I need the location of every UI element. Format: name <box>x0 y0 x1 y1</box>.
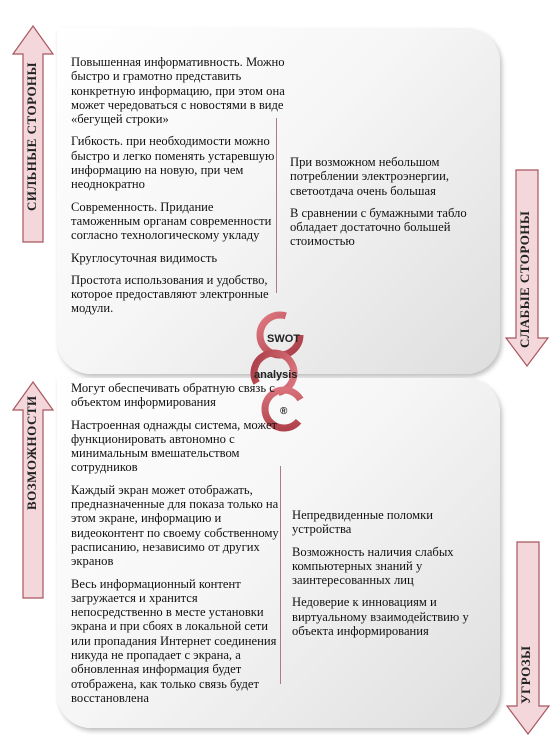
strengths-label: СИЛЬНЫЕ СТОРОНЫ <box>24 62 39 212</box>
weaknesses-list <box>290 155 482 257</box>
opportunity-item: Каждый экран может отображать, предназначенные для показа только на этом экране, информацию и видеоконтент по своему собственному расписанию, независимо от других экранов <box>71 482 279 569</box>
strength-item: Круглосуточная видимость <box>71 250 218 265</box>
threat-item: Недоверие к инновациям и виртуальному взаимодействию у объекта информирования <box>292 595 469 639</box>
strength-item: Современность. Придание таможенным органам современности согласно технологическому укладу <box>71 199 272 243</box>
threats-list <box>292 508 492 646</box>
opportunity-item: Могут обеспечивать обратную связь с объектом информирования <box>71 381 275 410</box>
swot-logo-line1: SWOT <box>267 333 300 345</box>
strength-item: Повышенная информативность. Можно быстро и грамотно представить конкретную информацию, при этом она может чередоваться с новостями в виде «бегущей строки» <box>71 55 285 127</box>
opportunity-item: Весь информационный контент загружается и хранится непосредственно в месте установки экрана и при сбоях в локальной сети или пропадания Интернет соединения никуда не пропадает с экрана, а обновленная информация будет отображена, как только связь будет восстановлена <box>71 576 277 705</box>
threat-item: Возможность наличия слабых компьютерных знаний у заинтересованных лиц <box>292 544 454 588</box>
weakness-item: При возможном небольшом потреблении электроэнергии, светоотдача очень большая <box>290 155 449 198</box>
swot-logo-mark: ® <box>280 406 288 417</box>
weaknesses-label: СЛАБЫЕ СТОРОНЫ <box>517 210 532 348</box>
strength-item: Простота использования и удобство, которое предоставляют электронные модули. <box>71 272 269 316</box>
weakness-item: В сравнении с бумажными табло обладает достаточно большей стоимостью <box>290 205 467 249</box>
opportunity-item: Настроенная однажды система, может функционировать автономно с минимальным вмешательством сотрудников <box>71 417 278 475</box>
strength-item: Гибкость. при необходимости можно быстро и легко поменять устаревшую информацию на новую, при чем неоднократно <box>71 134 275 192</box>
strengths-list <box>71 55 285 324</box>
swot-logo-line2: analysis <box>254 369 298 381</box>
opportunities-list <box>71 381 285 713</box>
threat-item: Непредвиденные поломки устройства <box>292 508 433 537</box>
threats-label: УГРОЗЫ <box>518 645 533 705</box>
opportunities-label: ВОЗМОЖНОСТИ <box>24 395 39 510</box>
